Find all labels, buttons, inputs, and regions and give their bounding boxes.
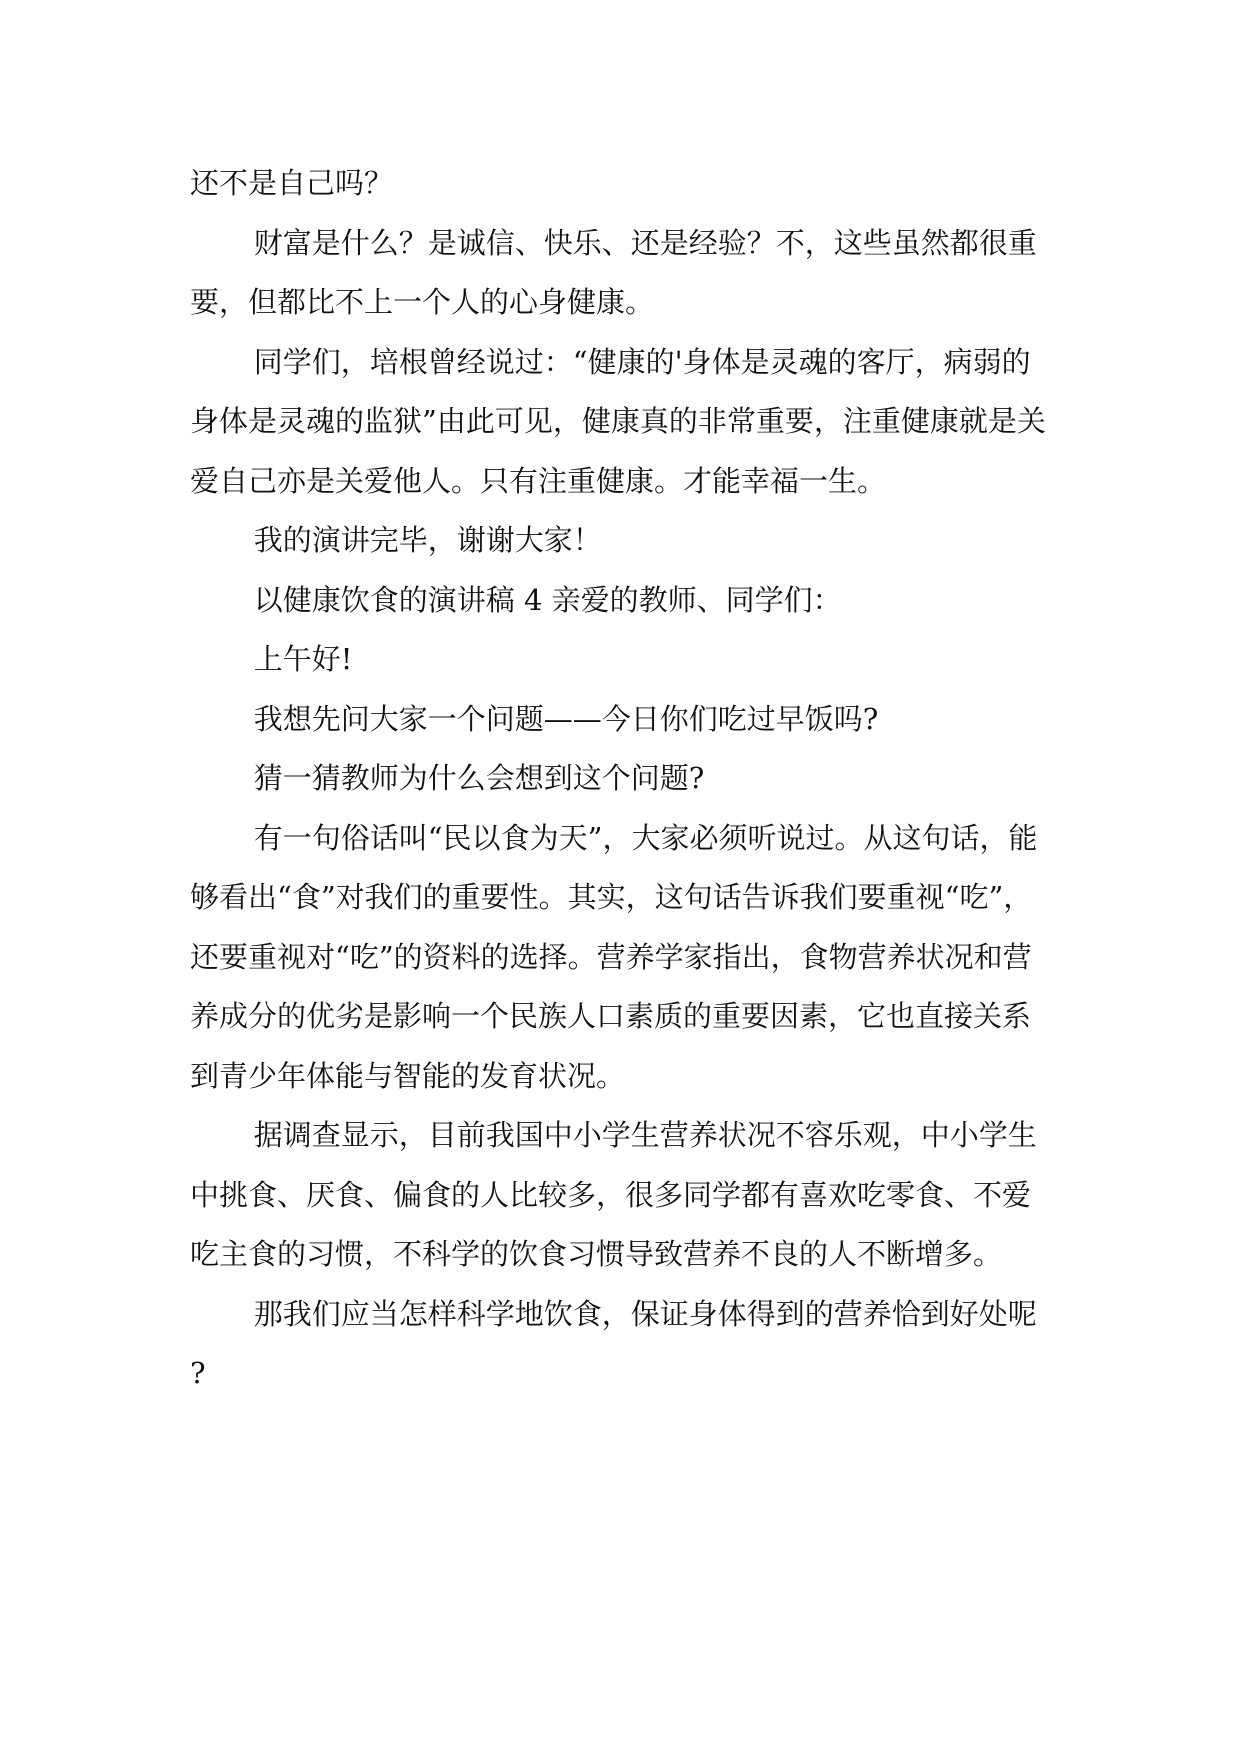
paragraph: 同学们，培根曾经说过：“健康的'身体是灵魂的客厅，病弱的身体是灵魂的监狱”由此可见，健康真的非常重要，注重健康就是关爱自己亦是关爱他人。只有注重健康。才能幸福一生。 — [190, 344, 1046, 498]
paragraph: 据调查显示，目前我国中小学生营养状况不容乐观，中小学生中挑食、厌食、偏食的人比较多，很多同学都有喜欢吃零食、不爱吃主食的习惯，不科学的饮食习惯导致营养不良的人不断增多。 — [190, 1118, 1037, 1271]
paragraph: 财富是什么？是诚信、快乐、还是经验？不，这些虽然都很重要，但都比不上一个人的心身健康。 — [190, 225, 1037, 319]
paragraph: 有一句俗话叫“民以食为天”，大家必须听说过。从这句话，能够看出“食”对我们的重要性。其实，这句话告诉我们要重视“吃”，还要重视对“吃”的资料的选择。营养学家指出，食物营养状况和营养成分的优劣是影响一个民族人口素质的重要因素，它也直接关系到青少年体能与智能的发育状况。 — [190, 820, 1038, 1093]
paragraph: 那我们应当怎样科学地饮食，保证身体得到的营养恰到好处呢? — [190, 1296, 1037, 1390]
paragraph: 还不是自己吗？ — [190, 166, 394, 200]
document-body — [190, 154, 1052, 1404]
paragraph: 以健康饮食的演讲稿 4 亲爱的教师、同学们： — [253, 582, 842, 617]
paragraph: 我的演讲完毕，谢谢大家！ — [253, 523, 602, 557]
paragraph: 上午好! — [253, 642, 353, 676]
paragraph: 我想先问大家一个问题——今日你们吃过早饭吗? — [253, 701, 879, 736]
paragraph: 猜一猜教师为什么会想到这个问题? — [253, 761, 705, 795]
